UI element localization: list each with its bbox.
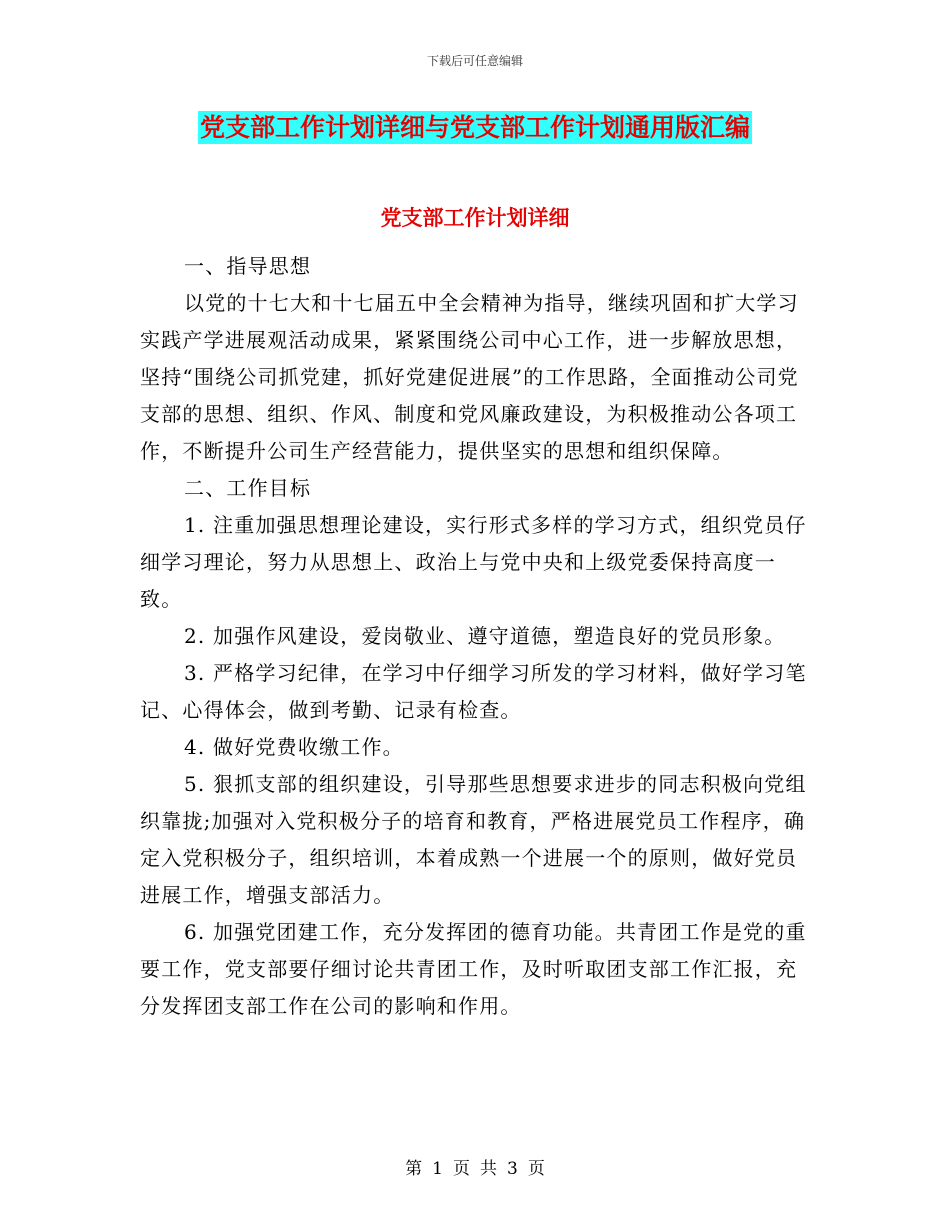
document-title: [0, 108, 950, 144]
footer-label: 第: [405, 1159, 423, 1179]
body-paragraph: 3. 严格学习纪律，在学习中仔细学习所发的学习材料，做好学习笔记、心得体会，做到考勤、记录有检查。: [140, 661, 807, 722]
section-title: 党支部工作计划详细: [380, 205, 570, 230]
body-paragraph: 一、指导思想: [184, 254, 312, 278]
body-paragraph: 5. 狠抓支部的组织建设，引导那些思想要求进步的同志积极向党组织靠拢;加强对入党积极分子的培育和教育，严格进展党员工作程序，确定入党积极分子，组织培训，本着成熟一个进展一个的原则，做好党员进展工作，增强支部活力。: [140, 772, 807, 907]
page-number: 1: [432, 1159, 443, 1179]
document-body: [140, 248, 808, 1025]
body-paragraph: 1. 注重加强思想理论建设，实行形式多样的学习方式，组织党员仔细学习理论，努力从思想上、政治上与党中央和上级党委保持高度一致。: [140, 513, 807, 611]
header-note: 下载后可任意编辑: [426, 54, 523, 68]
footer-label: 页: [453, 1159, 470, 1179]
footer-label: 共: [480, 1159, 497, 1179]
body-paragraph: 4. 做好党费收缴工作。: [184, 735, 404, 759]
body-paragraph: 以党的十七大和十七届五中全会精神为指导，继续巩固和扩大学习实践产学进展观活动成果，紧紧围绕公司中心工作，进一步解放思想，坚持“围绕公司抓党建，抓好党建促进展”的工作思路，全面推动公司党支部的思想、组织、作风、制度和党风廉政建设，为积极推动公各项工作，不断提升公司生产经营能力，提供坚实的思想和组织保障。: [140, 291, 799, 463]
body-paragraph: 2. 加强作风建设，爱岗敬业、遵守道德，塑造良好的党员形象。: [184, 624, 786, 648]
total-pages: 3: [507, 1159, 518, 1179]
footer-label: 页: [527, 1159, 545, 1179]
page-footer: [0, 1154, 950, 1179]
body-paragraph: 二、工作目标: [184, 476, 312, 500]
body-paragraph: 6. 加强党团建工作，充分发挥团的德育功能。共青团工作是党的重要工作，党支部要仔细讨论共青团工作，及时听取团支部工作汇报，充分发挥团支部工作在公司的影响和作用。: [140, 920, 807, 1018]
document-title-text: 党支部工作计划详细与党支部工作计划通用版汇编: [199, 113, 750, 142]
